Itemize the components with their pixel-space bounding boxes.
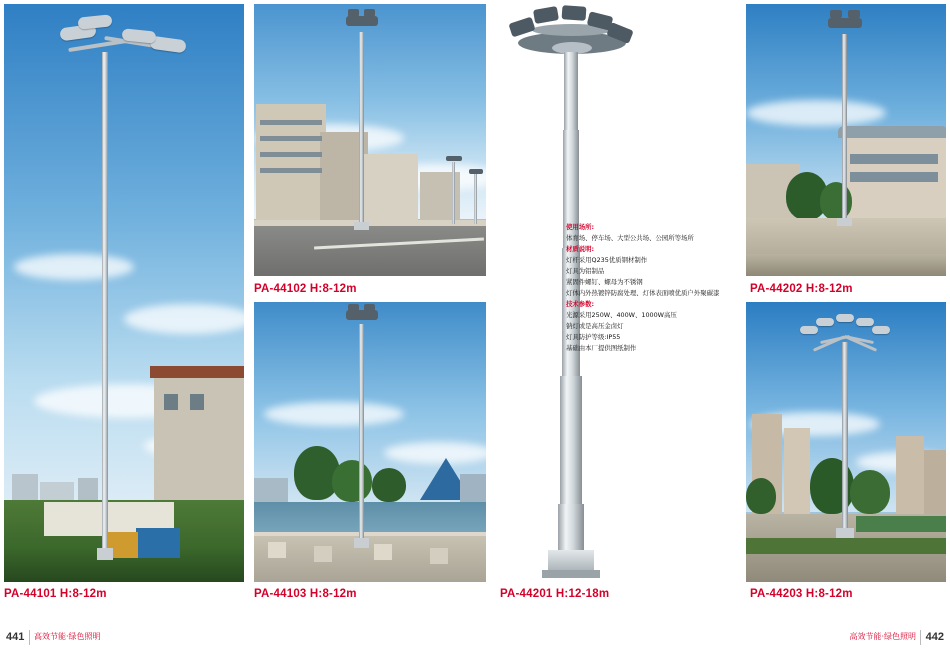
plaza-block [430,548,448,564]
footer-separator [920,630,921,645]
tree [820,182,852,220]
spec-material-line: 紧固件螺钉、螺母为不锈钢 [566,278,643,287]
plaza-block [268,542,286,558]
building-window-band [260,168,322,173]
pole-base [354,222,369,230]
lamp-pole [359,324,364,542]
lamp-pole [842,342,848,532]
building-window-band [260,136,322,141]
spec-tech-title: 技术参数: [566,300,595,309]
lamp-head-cluster [346,310,378,320]
photo-pa-44103 [254,302,486,582]
caption-pa-44103: PA-44103 H:8-12m [254,588,357,600]
spec-tech-line: 钠灯或是高压金卤灯 [566,322,624,331]
water [254,502,486,536]
apartment-tower [896,436,924,514]
lamp-head-cluster [828,18,862,28]
caption-pa-44203: PA-44203 H:8-12m [750,588,853,600]
cloud-icon [746,100,886,126]
photo-pa-44102 [254,4,486,276]
footer-slogan-right: 高效节能·绿色照明 [849,632,916,641]
building-window-band [260,120,322,125]
lamp-pole [564,52,578,132]
stadium-window [850,154,938,164]
building-window [190,394,204,410]
lamp-pole [842,34,847,224]
caption-pa-44101: PA-44101 H:8-12m [4,588,107,600]
spec-material-title: 材质说明: [566,245,595,254]
cloud-icon [124,304,244,334]
lamp-head [816,318,834,326]
lamp-pole-secondary [474,174,477,224]
page-number-left: 441 [6,631,25,643]
building [254,478,288,502]
apartment-tower [784,428,810,514]
tree [746,478,776,514]
spec-material-line: 灯杆采用Q235优质钢材制作 [566,256,648,265]
lamp-pole [558,504,584,552]
pole-base [836,528,854,538]
tree [372,468,406,502]
lamp-head-cluster [346,16,378,26]
photo-pa-44101 [4,4,244,582]
spec-place-line: 体育场、停车场、大型公共场、公园所等场所 [566,234,694,243]
lamp-pole [102,52,108,552]
lamp-pole [359,32,364,228]
caption-pa-44102: PA-44102 H:8-12m [254,283,357,295]
spec-material-line: 灯具为铝制品 [566,267,605,276]
fence [856,516,946,532]
spec-tech-line: 基础由本厂提供图纸制作 [566,344,637,353]
spec-tech-line: 灯具防护等级:IP55 [566,333,621,342]
spec-text-block [566,222,732,354]
photo-pa-44201 [496,4,736,582]
lamp-head [348,9,359,17]
plaza-block [374,544,392,560]
apartment-tower [924,450,946,514]
footer-separator [29,630,30,645]
tree [332,460,372,502]
lamp-head [856,318,874,326]
spec-material-line: 灯体内外热镀锌防腐处理、灯体表面喷优质户外聚碳漆 [566,289,720,298]
pole-base [548,550,594,572]
photo-pa-44203 [746,302,946,582]
cloud-icon [14,254,134,280]
pole-base [97,548,113,560]
road [254,220,486,276]
spec-tech-line: 光源采用250W、400W、1000W高压 [566,311,677,320]
footer [0,623,950,649]
stadium-window [850,172,938,182]
lamp-head [364,304,375,311]
lamp-head [364,9,375,17]
plaza-block [314,546,332,562]
photo-pa-44202 [746,4,946,276]
building [364,154,418,222]
cloud-icon [264,402,404,426]
lamp-pole-secondary [452,162,455,224]
distant-building [78,478,98,500]
stadium-roof [838,126,946,138]
lamp-head [562,5,587,21]
building-window [164,394,178,410]
lamp-head [469,169,483,174]
lamp-pole [560,376,582,506]
pole-base [837,218,852,226]
spec-place-title: 使用场所: [566,223,595,231]
blue-shed [136,528,180,558]
grass-strip [746,538,946,554]
pole-base [354,538,369,548]
pole-base-plate [542,570,600,578]
building-roof [150,366,244,378]
lamp-head [848,10,860,18]
distant-building [40,482,74,500]
page-number-right: 442 [925,631,944,643]
plaza [254,534,486,582]
lamp-head [800,326,818,334]
ground-foreground [746,254,946,276]
distant-building [12,474,38,500]
lamp-head [446,156,462,161]
lamp-head [348,304,359,311]
footer-slogan-left: 高效节能·绿色照明 [34,632,101,641]
lamp-head [830,10,842,18]
lamp-head [872,326,890,334]
plaza-railing [254,532,486,536]
tree [850,470,890,514]
building [460,474,486,502]
caption-pa-44201: PA-44201 H:12-18m [500,588,610,600]
building-window-band [260,152,322,157]
lamp-head [836,314,854,322]
caption-pa-44202: PA-44202 H:8-12m [750,283,853,295]
